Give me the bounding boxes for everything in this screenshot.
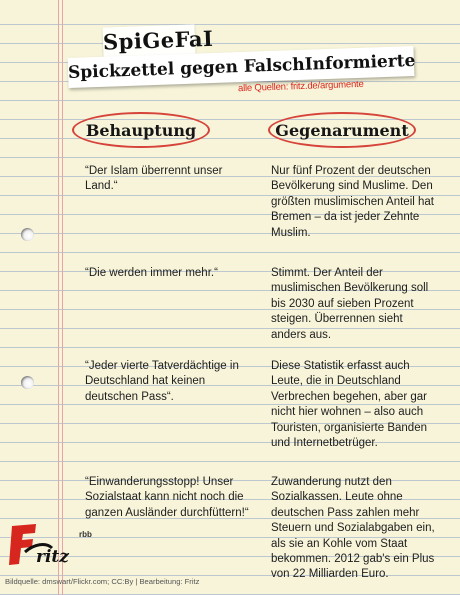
title-label (102, 24, 214, 57)
column-header-counter-label: Gegenarument (275, 120, 409, 140)
punch-hole (21, 376, 34, 389)
claim-text: “Jeder vierte Tatverdächtige in Deutschland hat keinen deutschen Pass“. (85, 360, 239, 403)
page-title: SpiGeFaI (102, 25, 214, 55)
column-header-claim-label: Behauptung (85, 120, 197, 140)
claim-text: “Die werden immer mehr.“ (85, 267, 218, 279)
page-subtitle: Spickzettel gegen FalschInformierte (67, 50, 416, 84)
claim-text: “Einwanderungsstopp! Unser Sozialstaat kann nicht noch die ganzen Ausländer durchfüttern!“ (85, 476, 249, 519)
column-header-claim (72, 112, 210, 148)
rbb-logo: rbb (79, 530, 92, 539)
punch-hole (21, 228, 34, 241)
sources-note: alle Quellen: fritz.de/argumente (237, 78, 364, 95)
counter-text: Zuwanderung nutzt den Sozialkassen. Leute ohne deutschen Pass zahlen mehr Steuern und Sozialabgaben ein, als sie an Kohle vom Staat bekommen. 2012 gab's ein Plus von 22 Milliarden Euro. (271, 476, 435, 581)
claim-text: “Der Islam überrennt unser Land.“ (85, 165, 223, 193)
column-header-counter (268, 112, 416, 148)
counter-text: Diese Statistik erfasst auch Leute, die in Deutschland Verbrechen begehen, aber gar nicht hier wohnen – also auch Touristen, organisierte Banden und Internetbetrüger. (271, 360, 428, 450)
fritz-logo (6, 522, 76, 567)
svg-text:ritz: ritz (36, 547, 69, 567)
image-credits: Bildquelle: dmswart/Flickr.com; CC:By | Bearbeitung: Fritz (5, 577, 200, 586)
counter-text: Stimmt. Der Anteil der muslimischen Bevölkerung soll bis 2030 auf sieben Prozent steigen. Überrennen sieht anders aus. (271, 267, 429, 341)
margin-line (58, 0, 59, 595)
margin-line (62, 0, 63, 595)
counter-text: Nur fünf Prozent der deutschen Bevölkerung sind Muslime. Den größten muslimischen Anteil hat Bremen – da ist jeder Zehnte Muslim. (271, 165, 434, 239)
